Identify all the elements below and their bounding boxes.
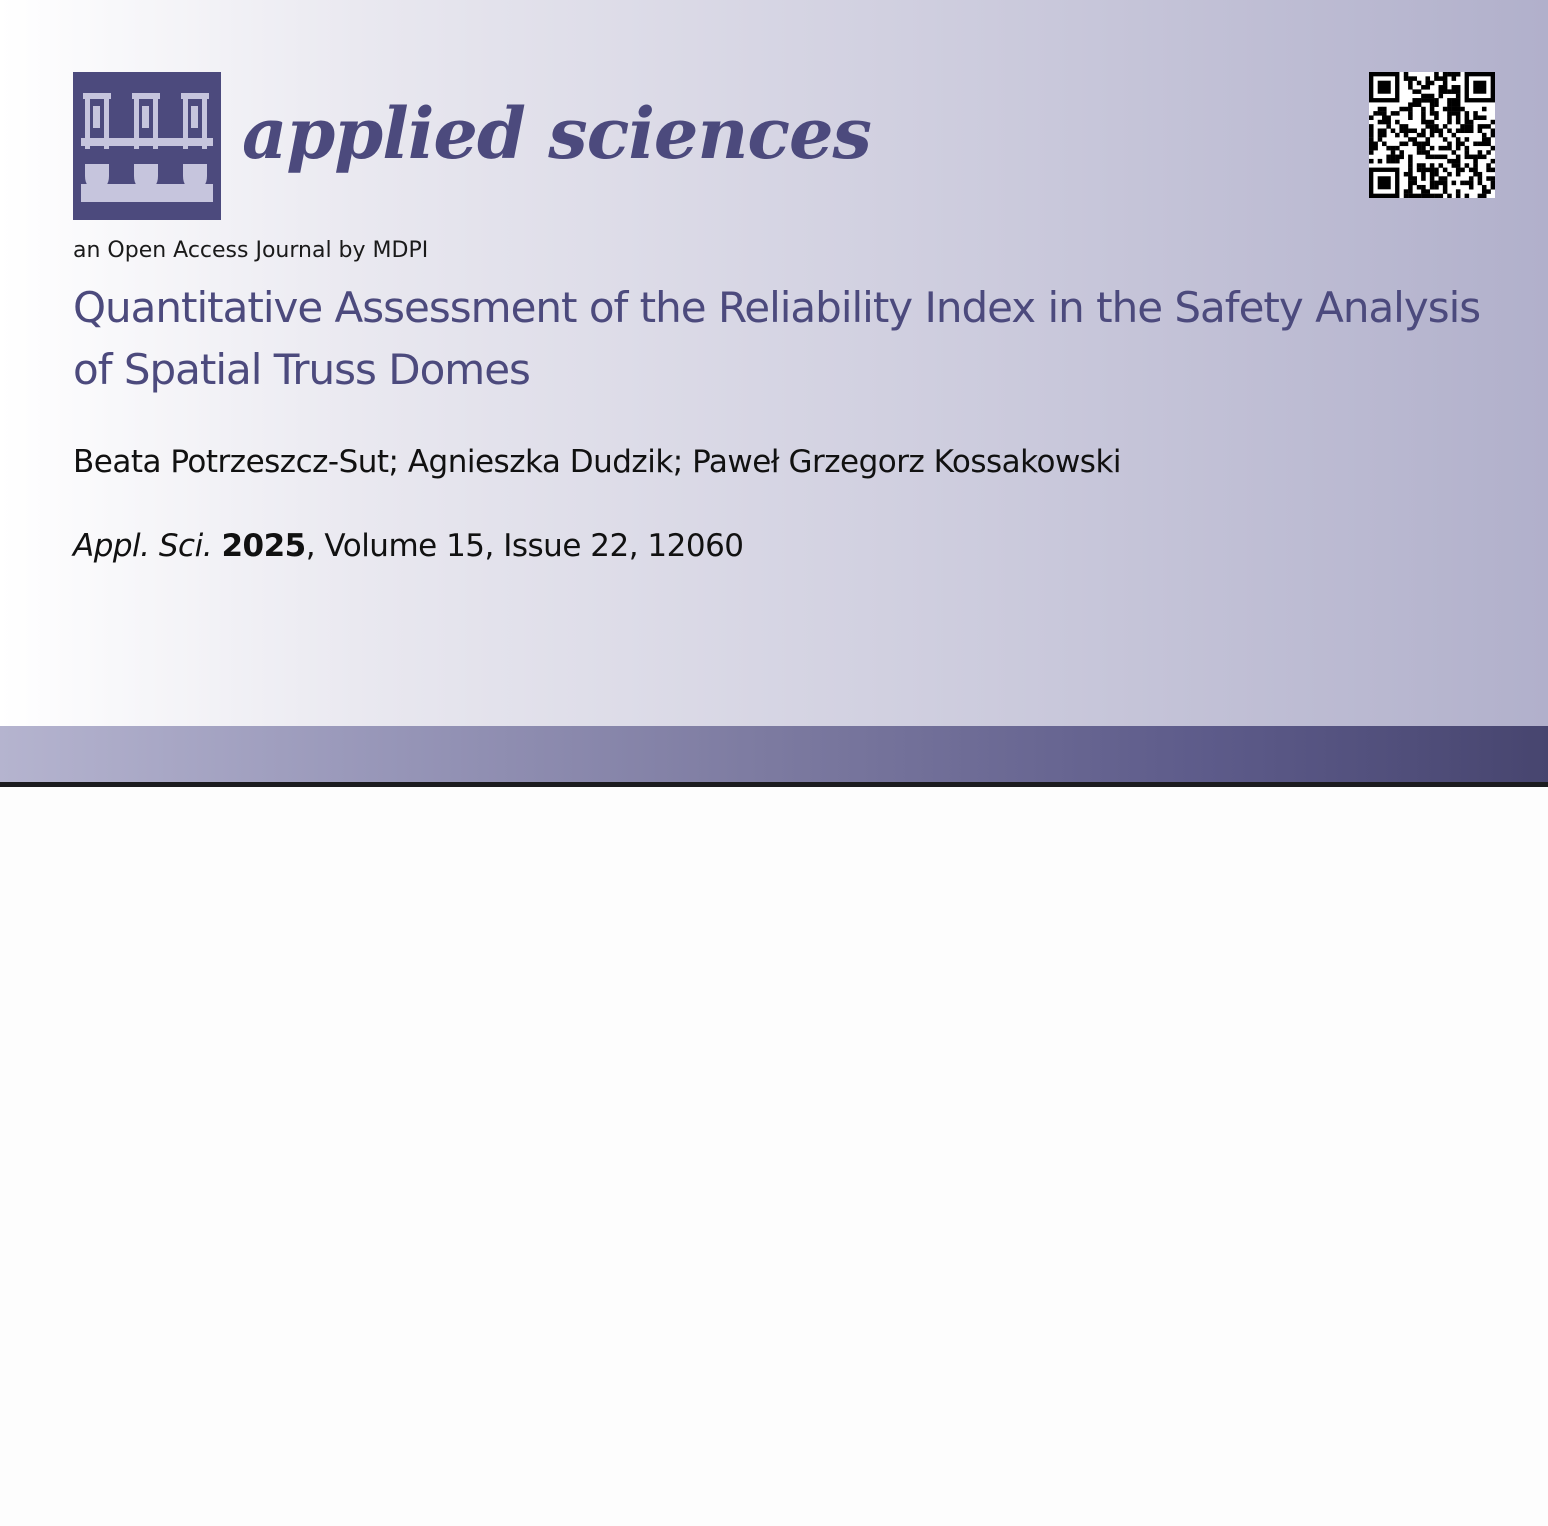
volume-issue: , Volume 15, Issue 22, 12060 — [305, 528, 744, 564]
article-title: Quantitative Assessment of the Reliability Index in the Safety Analysis of Spatial Truss Domes — [73, 283, 1481, 394]
qr-code-icon — [1369, 72, 1495, 198]
citation — [73, 528, 744, 564]
publication-year: 2025 — [221, 528, 306, 564]
author-list: Beata Potrzeszcz-Sut; Agnieszka Dudzik; Paweł Grzegorz Kossakowski — [73, 444, 1122, 480]
journal-abbreviation: Appl. Sci. — [73, 528, 213, 564]
test-tubes-logo-icon — [73, 72, 221, 220]
journal-name: applied sciences — [242, 92, 871, 175]
divider-rule — [0, 782, 1548, 787]
publisher-line: an Open Access Journal by MDPI — [73, 238, 429, 263]
color-strip — [0, 726, 1548, 782]
